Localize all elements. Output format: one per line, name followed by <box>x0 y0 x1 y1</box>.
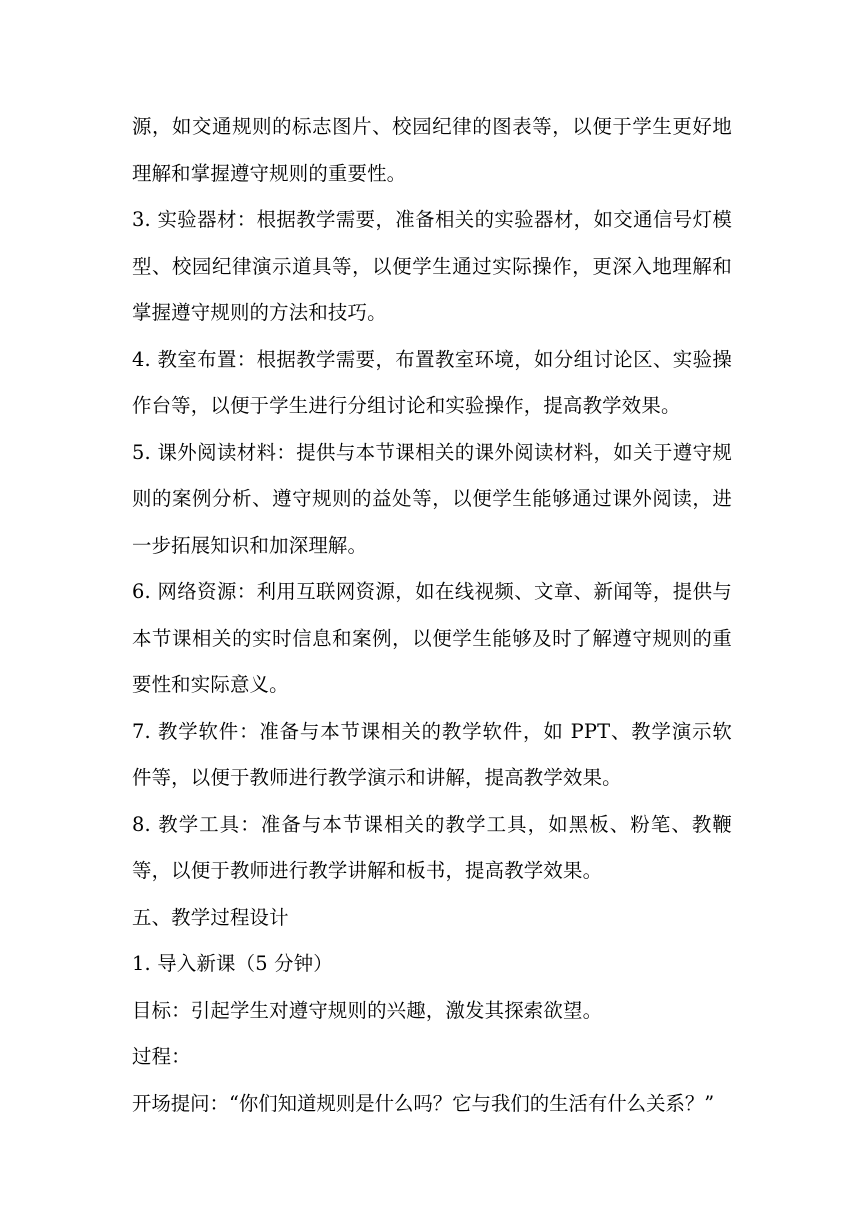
paragraph-extracurricular-reading: 5. 课外阅读材料：提供与本节课相关的课外阅读材料，如关于遵守规则的案例分析、遵守规则的益处等，以便学生能够通过课外阅读，进一步拓展知识和加深理解。 <box>132 440 732 557</box>
paragraph-classroom-layout: 4. 教室布置：根据教学需要，布置教室环境，如分组讨论区、实验操作台等，以便于学生进行分组讨论和实验操作，提高教学效果。 <box>132 347 732 417</box>
paragraph-experiment-equipment: 3. 实验器材：根据教学需要，准备相关的实验器材，如交通信号灯模型、校园纪律演示道具等，以便学生通过实际操作，更深入地理解和掌握遵守规则的方法和技巧。 <box>132 208 732 324</box>
paragraph-teaching-software: 7. 教学软件：准备与本节课相关的教学软件，如 PPT、教学演示软件等，以便于教师进行教学演示和讲解，提高教学效果。 <box>132 719 732 789</box>
paragraph-online-resources: 6. 网络资源：利用互联网资源，如在线视频、文章、新闻等，提供与本节课相关的实时信息和案例，以便学生能够及时了解遵守规则的重要性和实际意义。 <box>132 580 732 696</box>
section-heading-teaching-process: 五、教学过程设计 <box>132 905 289 929</box>
paragraph-objective: 目标：引起学生对遵守规则的兴趣，激发其探索欲望。 <box>132 998 603 1022</box>
paragraph-teaching-tools: 8. 教学工具：准备与本节课相关的教学工具，如黑板、粉笔、教鞭等，以便于教师进行教学讲解和板书，提高教学效果。 <box>132 812 732 882</box>
paragraph-process-label: 过程： <box>132 1045 191 1068</box>
subheading-introduce-lesson: 1. 导入新课（5 分钟） <box>132 952 333 975</box>
paragraph-opening-question: 开场提问：“你们知道规则是什么吗？它与我们的生活有什么关系？” <box>132 1091 715 1115</box>
document-body <box>132 104 732 1127</box>
paragraph-materials-continued: 源，如交通规则的标志图片、校园纪律的图表等，以便于学生更好地理解和掌握遵守规则的重要性。 <box>132 115 732 185</box>
